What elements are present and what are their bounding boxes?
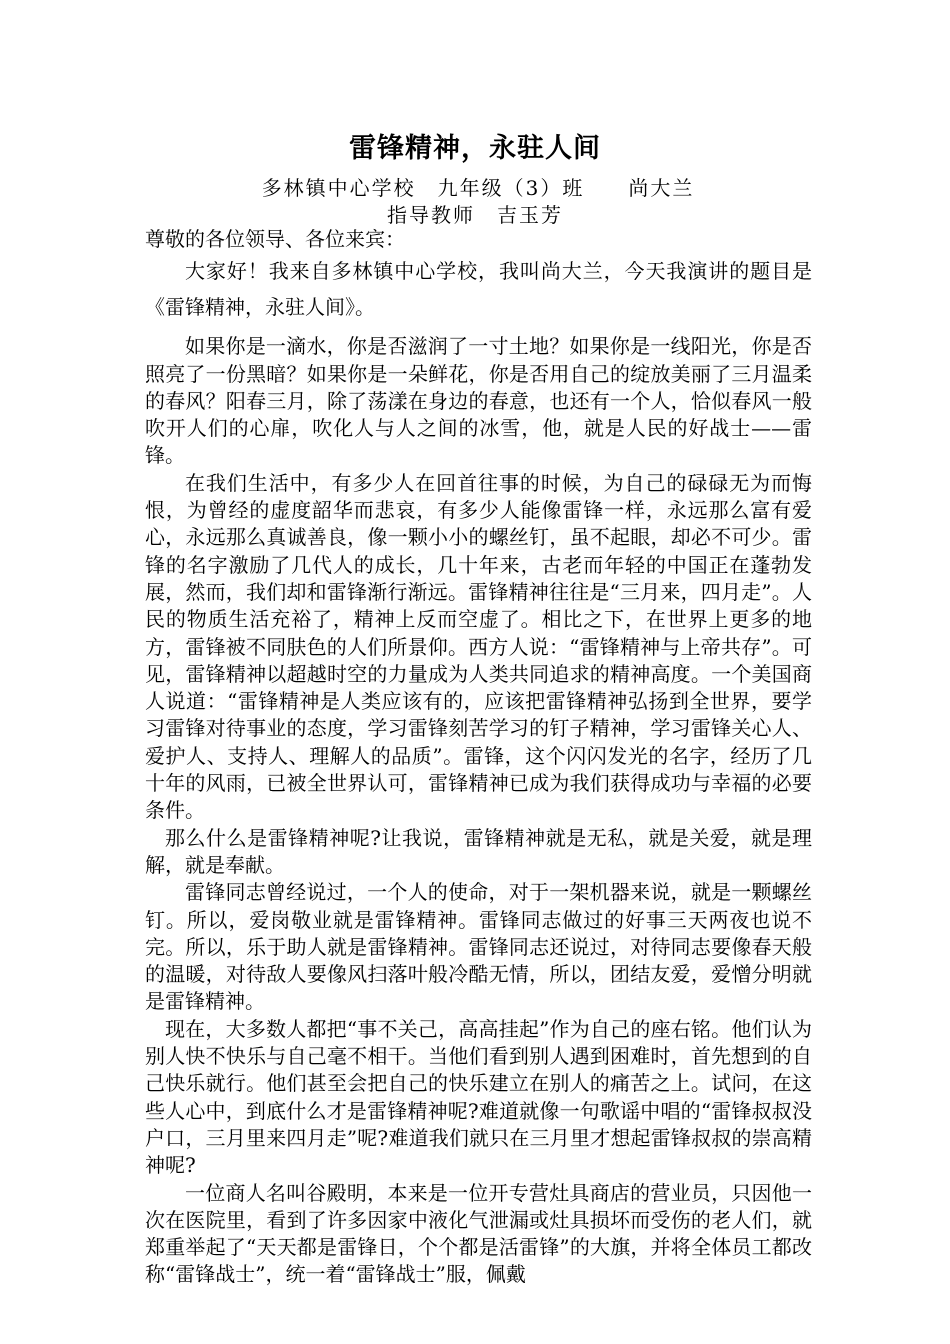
salutation: 尊敬的各位领导、各位来宾： bbox=[145, 227, 405, 251]
paragraph-greeting: 大家好！我来自多林镇中心学校，我叫尚大兰，今天我演讲的题目是《雷锋精神，永驻人间》。 bbox=[145, 259, 812, 320]
paragraph-4: 雷锋同志曾经说过，一个人的使命，对于一架机器来说，就是一颗螺丝钉。所以，爱岗敬业就是雷锋精神。雷锋同志做过的好事三天两夜也说不完。所以，乐于助人就是雷锋精神。雷锋同志还说过，对待同志要像春天般的温暖，对待敌人要像风扫落叶般冷酷无情，所以，团结友爱，爱憎分明就是雷锋精神。 bbox=[145, 880, 812, 1014]
paragraph-2: 在我们生活中，有多少人在回首往事的时候，为自己的碌碌无为而悔恨，为曾经的虚度韶华而悲哀，有多少人能像雷锋一样，永远那么富有爱心，永远那么真诚善良，像一颗小小的螺丝钉，虽不起眼，却必不可少。雷锋的名字激励了几代人的成长，几十年来，古老而年轻的中国正在蓬勃发展，然而，我们却和雷锋渐行渐远。雷锋精神往往是“三月来，四月走”。人民的物质生活充裕了，精神上反而空虚了。相比之下，在世界上更多的地方，雷锋被不同肤色的人们所景仰。西方人说：“雷锋精神与上帝共存”。可见，雷锋精神以超越时空的力量成为人类共同追求的精神高度。一个美国商人说道：“雷锋精神是人类应该有的，应该把雷锋精神弘扬到全世界，要学习雷锋对待事业的态度，学习雷锋刻苦学习的钉子精神，学习雷锋关心人、爱护人、支持人、理解人的品质”。雷锋，这个闪闪发光的名字，经历了几十年的风雨，已被全世界认可，雷锋精神已成为我们获得成功与幸福的必要条件。 bbox=[145, 470, 812, 823]
paragraph-5: 现在，大多数人都把“事不关己，高高挂起”作为自己的座右铭。他们认为别人快不快乐与自己毫不相干。当他们看到别人遇到困难时，首先想到的自己快乐就行。他们甚至会把自己的快乐建立在别人的痛苦之上。试问，在这些人心中，到底什么才是雷锋精神呢?难道就像一句歌谣中唱的“雷锋叔叔没户口，三月里来四月走”呢?难道我们就只在三月里才想起雷锋叔叔的崇高精神呢? bbox=[145, 1016, 812, 1178]
paragraph-1: 如果你是一滴水，你是否滋润了一寸土地？如果你是一线阳光，你是否照亮了一份黑暗？如果你是一朵鲜花，你是否用自己的绽放美丽了三月温柔的春风？阳春三月，除了荡漾在身边的春意，也还有一个人，恰似春风一般吹开人们的心扉，吹化人与人之间的冰雪，他，就是人民的好战士——雷锋。 bbox=[145, 334, 812, 468]
speech-body bbox=[145, 226, 812, 1289]
author-byline: 多林镇中心学校 九年级（3）班 尚大兰 bbox=[261, 176, 695, 200]
paragraph-3: 那么什么是雷锋精神呢?让我说，雷锋精神就是无私，就是关爱，就是理解，就是奉献。 bbox=[145, 825, 812, 877]
paragraph-6: 一位商人名叫谷殿明，本来是一位开专营灶具商店的营业员，只因他一次在医院里，看到了许多因家中液化气泄漏或灶具损坏而受伤的老人们，就郑重举起了“天天都是雷锋日，个个都是活雷锋”的大旗，并将全体员工都改称“雷锋战士”，统一着“雷锋战士”服，佩戴 bbox=[145, 1180, 812, 1287]
document-title: 雷锋精神，永驻人间 bbox=[349, 133, 601, 164]
teacher-byline: 指导教师 吉玉芳 bbox=[387, 203, 563, 227]
